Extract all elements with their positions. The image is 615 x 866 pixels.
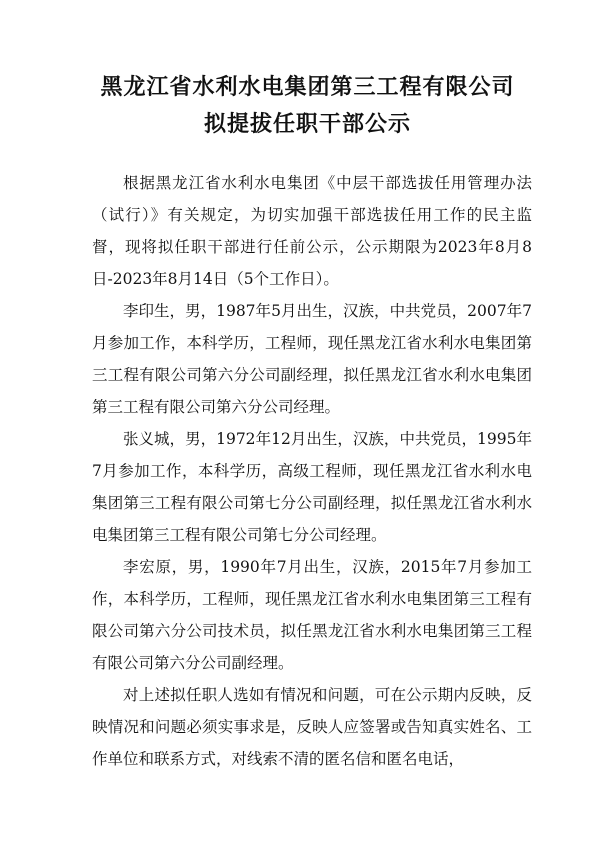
document-body	[92, 167, 532, 775]
paragraph-candidate-zhang-yicheng: 张义城，男，1972年12月出生，汉族，中共党员，1995年7月参加工作，本科学历，高级工程师，现任黑龙江省水利水电集团第三工程有限公司第七分公司副经理，拟任黑龙江省水利水电集团第三工程有限公司第七分公司经理。	[92, 430, 532, 544]
paragraph-candidate-li-yinsheng: 李印生，男，1987年5月出生，汉族，中共党员，2007年7月参加工作，本科学历，工程师，现任黑龙江省水利水电集团第三工程有限公司第六分公司副经理，拟任黑龙江省水利水电集团第三工程有限公司第六分公司经理。	[92, 302, 532, 416]
paragraph-intro: 根据黑龙江省水利水电集团《中层干部选拔任用管理办法（试行）》有关规定，为切实加强干部选拔任用工作的民主监督，现将拟任职干部进行任前公示，公示期限为2023年8月8日-2023年8月14日（5个工作日）。	[92, 174, 532, 288]
paragraph-candidate-li-hongyuan: 李宏原，男，1990年7月出生，汉族，2015年7月参加工作，本科学历，工程师，现任黑龙江省水利水电集团第三工程有限公司第六分公司技术员，拟任黑龙江省水利水电集团第三工程有限公司第六分公司副经理。	[92, 558, 532, 672]
document-title-line-2: 拟提拔任职干部公示	[203, 112, 411, 137]
paragraph-feedback-notice: 对上述拟任职人选如有情况和问题，可在公示期内反映，反映情况和问题必须实事求是，反映人应签署或告知真实姓名、工作单位和联系方式，对线索不清的匿名信和匿名电话，	[92, 686, 532, 768]
document-title-line-1: 黑龙江省水利水电集团第三工程有限公司	[100, 75, 515, 100]
